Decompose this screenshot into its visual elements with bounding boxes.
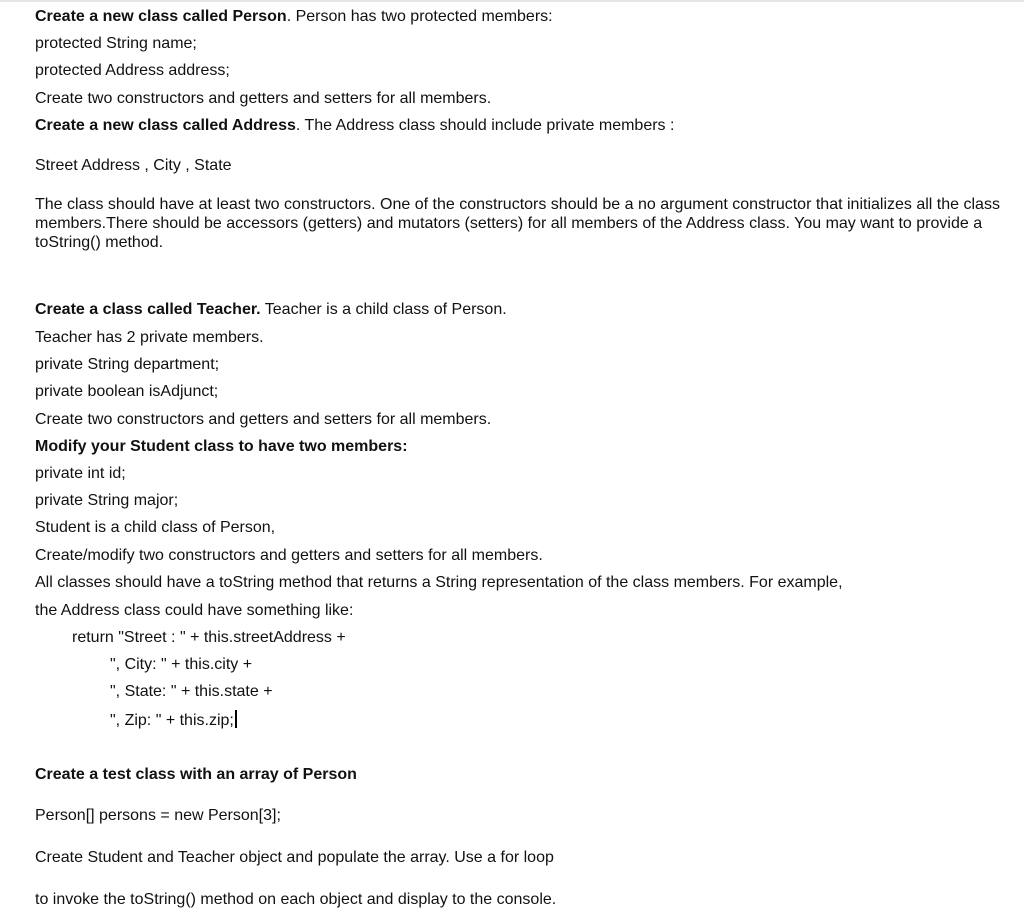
address-heading-rest: . The Address class should include private members : bbox=[295, 117, 675, 134]
test-array-code: Person[] persons = new Person[3]; bbox=[35, 807, 281, 824]
teacher-instruction: Create two constructors and getters and setters for all members. bbox=[35, 411, 492, 428]
address-heading-line bbox=[35, 116, 674, 135]
teacher-heading: Create a class called Teacher. bbox=[35, 301, 261, 318]
code-city: ", City: " + this.city + bbox=[110, 656, 253, 673]
tostring-line-2: the Address class could have something like: bbox=[35, 602, 354, 619]
student-member-id: private int id; bbox=[35, 465, 126, 482]
teacher-member-isadjunct: private boolean isAdjunct; bbox=[35, 383, 219, 400]
person-heading-line bbox=[35, 7, 553, 26]
person-instruction: Create two constructors and getters and setters for all members. bbox=[35, 90, 492, 107]
address-paragraph: The class should have at least two constructors. One of the constructors should be a no argument constructor that initializes all the class members.There should be accessors (getters) and mutators (setters) for all members of the Address class. You may want to provide a toString() method. bbox=[35, 196, 1000, 251]
person-heading-rest: . Person has two protected members: bbox=[286, 8, 553, 25]
student-member-major: private String major; bbox=[35, 492, 179, 509]
address-fields: Street Address , City , State bbox=[35, 157, 232, 174]
tostring-line-1: All classes should have a toString method that returns a String representation of the class members. For example, bbox=[35, 574, 843, 591]
student-heading: Modify your Student class to have two members: bbox=[35, 438, 408, 455]
code-zip-line bbox=[110, 710, 237, 730]
code-state: ", State: " + this.state + bbox=[110, 683, 273, 700]
text-cursor bbox=[235, 710, 237, 728]
address-heading: Create a new class called Address bbox=[35, 117, 296, 134]
top-border bbox=[0, 0, 1024, 2]
test-instruction-2: to invoke the toString() method on each object and display to the console. bbox=[35, 891, 557, 908]
teacher-heading-line bbox=[35, 300, 507, 319]
teacher-heading-rest: Teacher is a child class of Person. bbox=[260, 301, 507, 318]
teacher-members-intro: Teacher has 2 private members. bbox=[35, 329, 264, 346]
test-heading: Create a test class with an array of Person bbox=[35, 766, 357, 783]
student-child-note: Student is a child class of Person, bbox=[35, 519, 276, 536]
code-return-street: return "Street : " + this.streetAddress + bbox=[72, 629, 346, 646]
person-heading: Create a new class called Person bbox=[35, 8, 287, 25]
code-zip: ", Zip: " + this.zip; bbox=[110, 712, 234, 729]
teacher-member-department: private String department; bbox=[35, 356, 220, 373]
test-instruction-1: Create Student and Teacher object and populate the array. Use a for loop bbox=[35, 849, 554, 866]
person-member-address: protected Address address; bbox=[35, 62, 230, 79]
person-member-name: protected String name; bbox=[35, 35, 197, 52]
student-instruction: Create/modify two constructors and getters and setters for all members. bbox=[35, 547, 543, 564]
